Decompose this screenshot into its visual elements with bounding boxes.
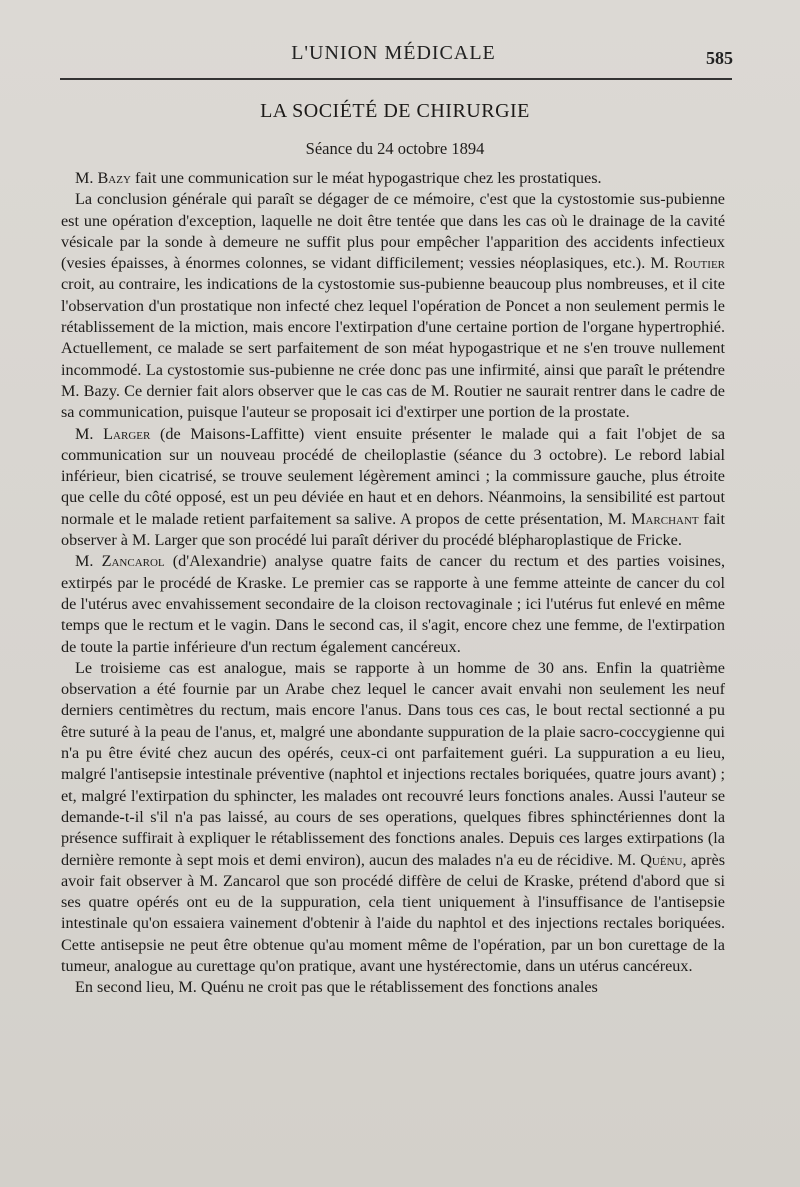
paragraph-5 — [61, 658, 725, 977]
section-title: LA SOCIÉTÉ DE CHIRURGIE — [260, 100, 530, 122]
article-body — [61, 168, 725, 999]
paragraph-text: fait observer à M. Larger que son procédé lui paraît dériver du procédé blépharoplastique de Fricke. — [61, 509, 725, 550]
paragraph-text: (de Maisons-Laffitte) vient ensuite présenter le malade qui a fait l'objet de sa communication sur un nouveau procédé de cheiloplastie (séance du 3 octobre). Le rebord labial inférieur, bien cicatrisé, se trouve seulement légèrement aminci ; la commissure gauche, plus étroite que celle du côté opposé, est un peu déviée en haut et en dehors. Néanmoins, la sensibilité est partout normale et le malade retient parfaitement sa salive. A propos de cette présentation, M. — [61, 424, 726, 528]
paragraph-3 — [61, 424, 725, 552]
speaker-name: M. Zancarol — [75, 552, 165, 571]
paragraph-2 — [61, 189, 725, 423]
running-title: L'UNION MÉDICALE — [291, 42, 496, 64]
speaker-name: M. Larger — [75, 424, 151, 443]
paragraph-text: En second lieu, M. Quénu ne croit pas que le rétablissement des fonctions anales — [75, 978, 598, 997]
header-rule — [60, 78, 732, 80]
paragraph-6 — [61, 977, 725, 998]
paragraph-text: Le troisieme cas est analogue, mais se rapporte à un homme de 30 ans. Enfin la quatrième observation a été fournie par un Arabe chez lequel le cancer avait envahi non seulement les neuf derniers centimètres du rectum, mais encore l'anus. Dans tous ces cas, le bout rectal sectionné a pu être suturé à la peau de l'anus, et, malgré une abondante suppuration de la plaie sacro-coccygienne qui n'a pu être évité chez aucun des opérés, ceux-ci ont parfaitement guéri. La suppuration a eu lieu, malgré l'antisepsie intestinale préventive (naphtol et injections rectales boriquées, quatre jours avant) ; et, malgré l'extirpation du sphincter, les malades ont recouvré leurs fonctions anales. Aussi l'auteur se demande-t-il s'il n'a pas laissé, au cours de ses operations, quelques fibres sphinctériennes dont la présence suffirait à expliquer le rétablissement des fonctions anales. Depuis ces larges extirpations (la dernière remonte à sept mois et demi environ), aucun des malades n'a eu de récidive. M. — [61, 658, 725, 869]
paragraph-text: La conclusion générale qui paraît se dégager de ce mémoire, c'est que la cystostomie sus-pubienne est une opération d'exception, laquelle ne doit être tentée que dans les cas où le drainage de la cavité vésicale par la sonde à demeure ne suffit plus pour empêcher l'apparition des accidents infectieux (vesies épaisses, à énormes colonnes, se vidant difficilement; vessies néoplasiques, etc.). M. — [61, 190, 725, 273]
paragraph-1 — [61, 168, 725, 189]
paragraph-text: (d'Alexandrie) analyse quatre faits de cancer du rectum et des parties voisines, extirpés par le procédé de Kraske. Le premier cas se rapporte à une femme atteinte de cancer du col de l'utérus avec envahissement secondaire de la cloison rectovaginale ; ici l'utérus fut enlevé en même temps que le rectum et le vagin. Dans le second cas, il s'agit, encore chez une femme, de l'extirpation de toute la partie inférieure d'un rectum également cancéreux. — [61, 552, 725, 656]
page-number: 585 — [706, 48, 733, 68]
paragraph-text: croit, au contraire, les indications de la cystostomie sus-pubienne beaucoup plus nombreuses, et il cite l'observation d'un prostatique non infecté chez lequel l'opération de Poncet a non seulement permis le rétablissement de la miction, mais encore l'extirpation d'une certaine portion de l'organe hypertrophié. Actuellement, ce malade se sert parfaitement de son méat hypogastrique et ne s'en trouve nullement incommodé. La cystostomie sus-pubienne ne crée donc pas une infirmité, ainsi que paraît le prétendre M. Bazy. Ce dernier fait alors observer que le cas cas de M. Routier ne saurait rentrer dans le cadre de sa communication, puisque l'auteur se proposait ici d'extirper une portion de la prostate. — [61, 275, 725, 422]
cited-name: Marchant — [631, 509, 699, 528]
session-date: Séance du 24 octobre 1894 — [305, 139, 485, 158]
cited-name: Routier — [673, 254, 725, 273]
paragraph-text: fait une communication sur le méat hypogastrique chez les prostatiques. — [130, 169, 602, 187]
speaker-name: M. Bazy — [75, 169, 131, 187]
paragraph-text: , après avoir fait observer à M. Zancarol que son procédé diffère de celui de Kraske, prétend d'abord que si ses quatre opérés ont eu de la suppuration, cela tient uniquement à l'insuffisance de l'antisepsie intestinale qu'on essaiera vainement d'obtenir à l'aide du naphtol et des injections rectales boriquées. Cette antisepsie ne peut être obtenue qu'au moment même de l'opération, par un bon curettage de la tumeur, analogue au curettage qu'on pratique, avant une hystérectomie, dans un utérus cancéreux. — [61, 850, 725, 975]
paragraph-4 — [61, 551, 725, 657]
cited-name: Quénu — [640, 850, 683, 869]
page-header — [62, 42, 733, 72]
